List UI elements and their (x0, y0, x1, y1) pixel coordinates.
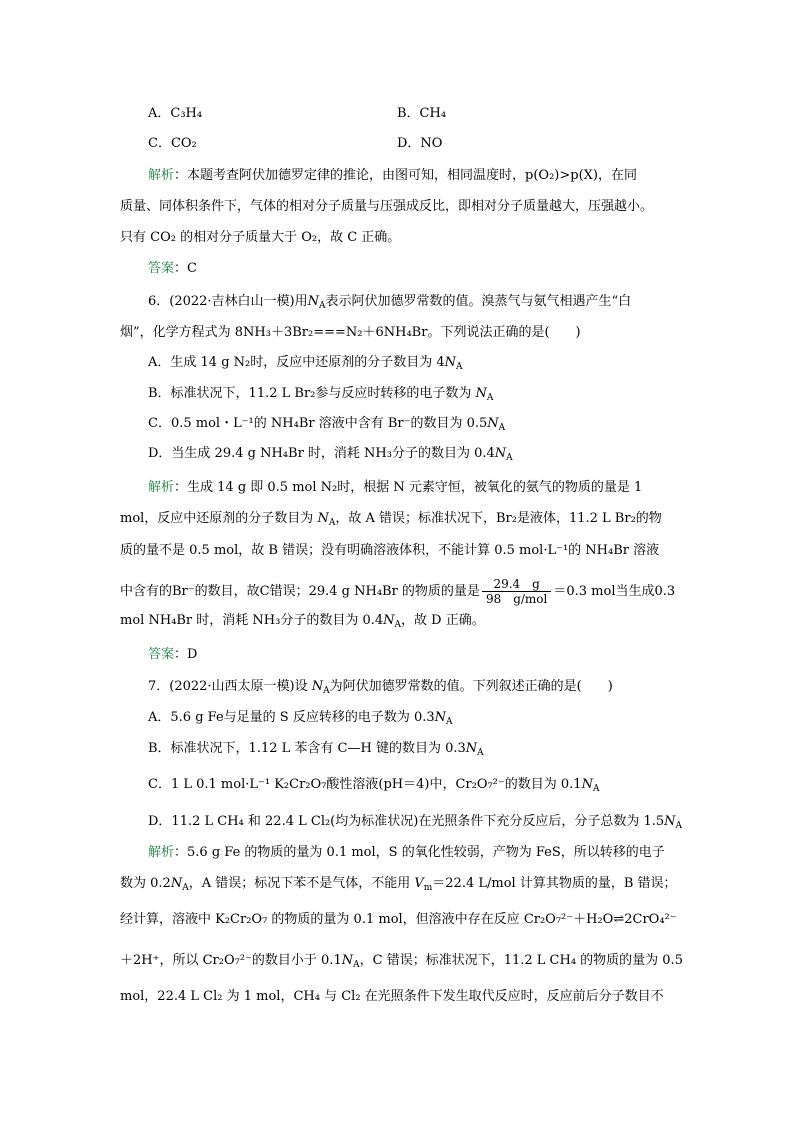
analysis-line: 质量、同体积条件下，气体的相对分子质量与压强成反比，即相对分子质量越大，压强越小。 (120, 199, 654, 214)
analysis-line (148, 166, 637, 186)
question-stem: 烟”，化学方程式为 8NH₃＋3Br₂===N₂＋6NH₄Br。下列说法正确的是( ) (120, 325, 581, 340)
analysis-line: 数为 $0.2N_A$，A 错误；标况下苯不是气体，不能用 $V_m=22.4$ L/mol 计算其物质的量，B 错误； (120, 876, 677, 893)
answer-label: 答案 (148, 647, 175, 662)
question-stem: 7．(2022·山西太原一模)设 $N_A$为阿伏加德罗常数的值。下列叙述正确的是( ) (148, 679, 613, 696)
analysis-label: 解析 (148, 168, 175, 183)
option-d: D．当生成 29.4 g NH₄Br 时，消耗 NH₃分子的数目为 $0.4N_A$ (148, 446, 513, 463)
answer-line (148, 259, 197, 279)
answer-line (148, 645, 197, 665)
fraction (482, 577, 551, 606)
option-d: D．11.2 L CH₄ 和 22.4 L Cl₂(均为标准状况)在光照条件下充分反应后，分子总数为 $1.5N_A$ (148, 814, 683, 831)
analysis-text: ：本题考查阿伏加德罗定律的推论，由图可知，相同温度时，p(O₂)>p(X)，在同 (174, 168, 637, 183)
analysis-text: ：生成 14 g 即 0.5 mol N₂时，根据 N 元素守恒，被氧化的氨气的物质的量是 1 (174, 480, 643, 495)
analysis-label: 解析 (148, 845, 175, 860)
option-a: A．生成 14 g N₂时，反应中还原剂的分子数目为 $4N_A$ (148, 355, 463, 372)
option-b: B．标准状况下，11.2 L Br₂参与反应时转移的电子数为 $N_A$ (148, 386, 494, 403)
answer-value: ：C (174, 261, 197, 276)
analysis-line (148, 478, 642, 498)
analysis-label: 解析 (148, 480, 175, 495)
fraction-numerator: 29.4 g (482, 577, 551, 592)
option-a: A．C₃H₄ (148, 106, 203, 121)
analysis-line (148, 843, 665, 863)
analysis-line: 质的量不是 0.5 mol，故 B 错误；没有明确溶液体积，不能计算 0.5 mol·L⁻¹的 NH₄Br 溶液 (120, 543, 660, 558)
fraction-denominator: 98 g/mol (485, 592, 548, 606)
answer-value: ：D (174, 647, 198, 662)
option-c: C．CO₂ (148, 136, 197, 151)
option-b: B．标准状况下，1.12 L 苯含有 C—H 键的数目为 $0.3N_A$ (148, 741, 484, 758)
analysis-line (120, 576, 675, 608)
analysis-line: mol，反应中还原剂的分子数目为 $N_A$，故 A 错误；标准状况下，Br₂是液体，11.2 L Br₂的物 (120, 511, 662, 528)
option-c: C．1 L 0.1 mol·L⁻¹ K₂Cr₂O₇酸性溶液(pH＝4)中，Cr₂O₇²⁻的数目为 $0.1N_A$ (148, 777, 600, 794)
analysis-text: ：5.6 g Fe 的物质的量为 0.1 mol，S 的氧化性较弱，产物为 FeS，所以转移的电子 (174, 845, 665, 860)
analysis-line: 经计算，溶液中 K₂Cr₂O₇ 的物质的量为 0.1 mol，但溶液中存在反应 Cr₂O₇²⁻＋H₂O⇌2CrO₄²⁻ (120, 912, 677, 927)
option-c: C．0.5 mol・L⁻¹的 NH₄Br 溶液中含有 Br⁻的数目为 $0.5N_A$ (148, 416, 506, 433)
option-d: D．NO (397, 136, 443, 151)
analysis-text: ＝0.3 mol当生成0.3 (553, 584, 676, 599)
analysis-line: mol，22.4 L Cl₂ 为 1 mol，CH₄ 与 Cl₂ 在光照条件下发生取代反应时，反应前后分子数目不 (120, 989, 664, 1004)
option-b: B．CH₄ (397, 106, 447, 121)
answer-label: 答案 (148, 261, 175, 276)
option-a: A．5.6 g Fe与足量的 S 反应转移的电子数为 $0.3N_A$ (148, 710, 453, 727)
analysis-line: 只有 CO₂ 的相对分子质量大于 O₂，故 C 正确。 (120, 230, 401, 245)
question-stem: 6．(2022·吉林白山一模)用$N_A$表示阿伏加德罗常数的值。溴蒸气与氨气相遇产生“白 (148, 294, 632, 311)
analysis-line: mol NH₄Br 时，消耗 NH₃分子的数目为 $0.4N_A$，故 D 正确。 (120, 613, 485, 630)
analysis-line: ＋2H⁺，所以 Cr₂O₇²⁻的数目小于 $0.1N_A$，C 错误；标准状况下，11.2 L CH₄ 的物质的量为 0.5 (120, 953, 683, 970)
analysis-text: 中含有的Br⁻的数目，故C错误；29.4 g NH₄Br 的物质的量是 (120, 584, 480, 599)
